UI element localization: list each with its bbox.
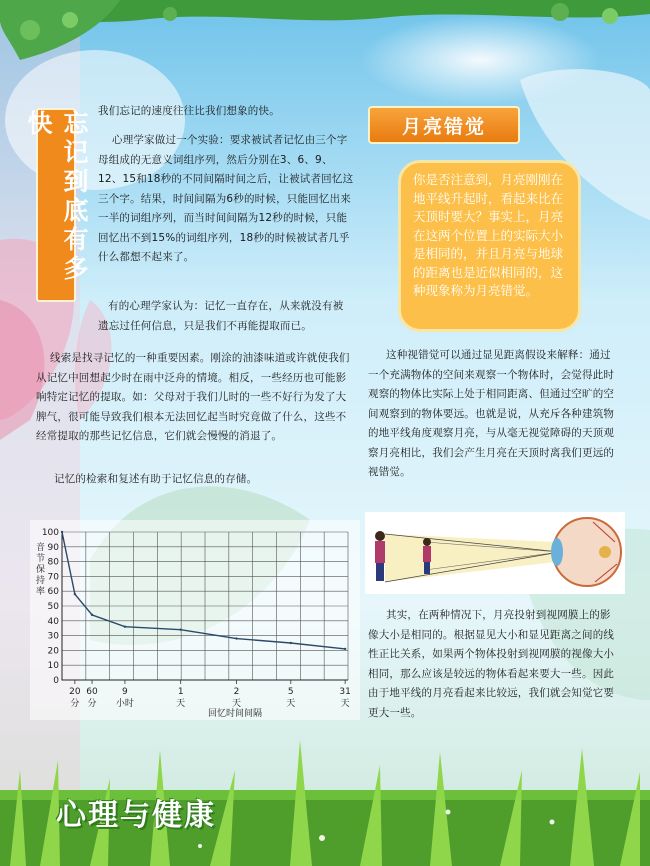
x-tick-unit: 天 — [231, 699, 241, 709]
y-tick-label: 90 — [47, 542, 59, 553]
paragraph-cues: 线索是找寻记忆的一种重要因素。刚涂的油漆味道或许就使我们从记忆中回想起少时在雨中泛舟的情境。相反，一些经历也可能影响特定记忆的提取。如：父母对于我们儿时的一些不好行为发了大脾气，很可能导致我们根本无法回忆起当时究竟做了什么，这些不经常提取的那些记忆信息，它们就会慢慢的消退了。 — [36, 352, 350, 442]
person-far-icon — [375, 531, 385, 581]
person-near-icon — [423, 538, 431, 574]
y-tick-label: 30 — [47, 631, 59, 642]
section-title-moon: 月亮错觉 — [368, 106, 520, 144]
y-axis-label-char: 保 — [36, 565, 46, 575]
x-tick-label: 20 — [69, 687, 81, 697]
x-tick-label: 5 — [287, 687, 294, 697]
y-tick-label: 20 — [47, 646, 59, 657]
paragraph-retrieval: 记忆的检索和复述有助于记忆信息的存储。 — [54, 473, 258, 485]
x-tick-label: 1 — [177, 687, 184, 697]
x-axis-label: 回忆时间间隔 — [207, 709, 263, 719]
y-tick-label: 60 — [47, 587, 59, 598]
moon-illusion-callout: 你是否注意到，月亮刚刚在地平线升起时，看起来比在天顶时要大？事实上，月亮在这两个位置上的实际大小是相同的，并且月亮与地球的距离也是近似相同的，这种现象称为月亮错觉。 — [398, 160, 581, 332]
section-title-memory-text: 忘记到底有多快 — [24, 110, 89, 284]
y-axis-label-char: 持 — [36, 576, 46, 586]
paragraph-retina: 其实，在两种情况下，月亮投射到视网膜上的影像大小是相同的。根据显见大小和显见距离之间的线性正比关系，如果两个物体投射到视网膜的视像大小相同，那么应该是较远的物体看起来要大一些。因此由于地平线的月亮看起来比较远，我们就会知觉它要更大一些。 — [368, 609, 615, 719]
paragraph-explanation: 这种视错觉可以通过显见距离假设来解释：通过一个充满物体的空间来观察一个物体时，会觉得此时观察的物体比实际上处于相同距离、但通过空旷的空间观察到的物体要远。也就是说，从充斥各种建筑物的地平线角度观察月亮，与从毫无视觉障碍的天顶观察月亮相比，我们会产生月亮在天顶时离我们更远的视错觉。 — [368, 349, 615, 478]
x-tick-unit: 分 — [70, 699, 80, 709]
y-axis-label-char: 节 — [36, 554, 46, 564]
y-axis-label — [36, 541, 45, 597]
y-axis-label-char: 率 — [36, 587, 46, 597]
section-title-memory — [24, 108, 89, 302]
forgetting-curve-chart — [30, 520, 360, 720]
y-tick-label: 70 — [47, 572, 59, 583]
x-tick-unit: 天 — [340, 699, 350, 709]
y-tick-label: 10 — [47, 661, 59, 672]
x-tick-unit: 小时 — [115, 699, 134, 709]
y-axis-label-char: 音 — [36, 543, 46, 553]
y-tick-label: 40 — [47, 616, 59, 627]
paragraph-theory: 有的心理学家认为：记忆一直存在，从来就没有被遗忘过任何信息，只是我们不再能提取而已。 — [98, 300, 344, 332]
y-tick-label: 80 — [47, 557, 59, 568]
eye-illustration — [365, 512, 625, 594]
paragraph-intro: 我们忘记的速度往往比我们想象的快。 — [98, 105, 280, 117]
y-tick-label: 0 — [53, 676, 59, 686]
x-tick-unit: 天 — [176, 699, 186, 709]
logo-text: 心理与健康 — [56, 798, 216, 833]
eyeball-icon — [551, 518, 621, 586]
x-tick-label: 60 — [86, 687, 98, 697]
x-tick-label: 31 — [339, 687, 351, 697]
paragraph-experiment: 心理学家做过一个实验：要求被试者记忆由三个字母组成的无意义词组序列，然后分别在3、6、9、12、15和18秒的不同间隔时间之后，让被试者回忆这三个字。结果，时间间隔为6秒的时候，只能回忆出来一半的词组序列，而当时间间隔为12秒的时候，只能回忆出不到15%的词组序列，18秒的时候被试者几乎什么都想不起来了。 — [98, 134, 354, 263]
x-tick-label: 9 — [122, 687, 128, 697]
x-tick-unit: 分 — [87, 699, 97, 709]
x-tick-unit: 天 — [286, 699, 296, 709]
y-tick-label: 50 — [47, 602, 59, 612]
y-tick-label: 100 — [41, 528, 59, 538]
x-tick-label: 2 — [233, 687, 240, 697]
